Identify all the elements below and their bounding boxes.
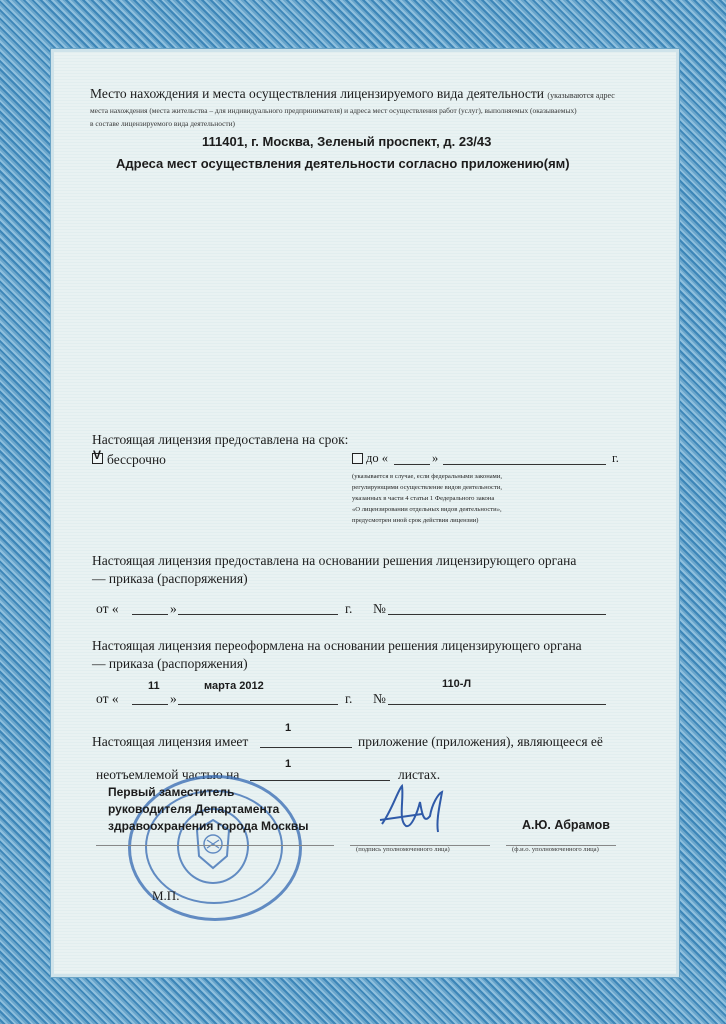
option-unlimited-label: бессрочно: [107, 452, 166, 467]
appendix-line-1-prefix: Настоящая лицензия имеет: [92, 734, 249, 749]
reissue-number-label: №: [373, 691, 386, 706]
term-note-5: предусмотрен иной срок действия лицензии): [352, 517, 479, 524]
reissue-mid: »: [170, 691, 177, 706]
reissue-month-year: марта 2012: [204, 680, 264, 692]
grant-date-line[interactable]: [178, 614, 338, 615]
grant-from-label: от «: [96, 601, 119, 616]
location-heading-note-1: (указываются адрес: [547, 91, 615, 100]
reissue-number-line[interactable]: [388, 704, 606, 705]
signatory-position-1: Первый заместитель: [108, 785, 235, 799]
reissue-day: 11: [148, 680, 160, 692]
until-date-line[interactable]: [443, 464, 606, 465]
location-heading: [90, 86, 615, 102]
grant-day-line[interactable]: [132, 614, 168, 615]
appendix-sheets-line[interactable]: [250, 780, 390, 781]
reissue-line-1: Настоящая лицензия переоформлена на основании решения лицензирующего органа: [92, 638, 582, 653]
signatory-position-3: здравоохранения города Москвы: [108, 819, 309, 833]
reissue-year-suffix: г.: [345, 691, 353, 706]
option-until-label: до «: [366, 451, 388, 465]
main-address: 111401, г. Москва, Зеленый проспект, д. 23/43: [202, 134, 492, 149]
grant-mid: »: [170, 601, 177, 616]
grant-line-2: — приказа (распоряжения): [92, 571, 248, 586]
reissue-from-label: от «: [96, 691, 119, 706]
term-heading: Настоящая лицензия предоставлена на срок:: [92, 432, 349, 447]
appendix-count-line[interactable]: [260, 747, 352, 748]
position-line: [96, 845, 334, 846]
reissue-number: 110-Л: [442, 678, 472, 690]
location-heading-note-2: места нахождения (места жительства – для индивидуального предпринимателя) и адреса мест осуществления работ (услуг), выполняемых (оказываемых): [90, 106, 577, 115]
appendix-count: 1: [285, 722, 292, 734]
option-until-mid: »: [432, 451, 439, 465]
signature-caption: (подпись уполномоченного лица): [356, 846, 450, 853]
term-note-4: «О лицензировании отдельных видов деятельности»,: [352, 506, 502, 513]
signatory-name: А.Ю. Абрамов: [522, 818, 610, 832]
appendix-line-2-prefix: неотъемлемой частью на: [96, 767, 240, 782]
until-day-line[interactable]: [394, 464, 430, 465]
grant-year-suffix: г.: [345, 601, 353, 616]
grant-number-label: №: [373, 601, 386, 616]
grant-line-1: Настоящая лицензия предоставлена на основании решения лицензирующего органа: [92, 553, 577, 568]
term-note-2: регулирующими осуществление видов деятельности,: [352, 484, 503, 491]
grant-number-line[interactable]: [388, 614, 606, 615]
seal-label: М.П.: [152, 888, 180, 903]
appendix-sheets: 1: [285, 758, 292, 770]
signatory-position-2: руководителя Департамента: [108, 802, 280, 816]
appendix-line-2-suffix: листах.: [398, 767, 441, 782]
term-note-1: (указывается в случае, если федеральными законами,: [352, 473, 503, 480]
checkmark-unlimited: V: [93, 448, 102, 462]
addresses-note: Адреса мест осуществления деятельности согласно приложению(ям): [116, 156, 570, 171]
reissue-line-2: — приказа (распоряжения): [92, 656, 248, 671]
location-heading-note-3: в составе лицензируемого вида деятельности): [90, 119, 236, 128]
appendix-line-1-suffix: приложение (приложения), являющееся её: [358, 734, 603, 749]
checkbox-until[interactable]: [352, 453, 363, 464]
location-heading-main: Место нахождения и места осуществления лицензируемого вида деятельности: [90, 86, 545, 101]
term-note-3: указанных в части 4 статьи 1 Федерального закона: [352, 495, 495, 502]
option-until-suffix: г.: [612, 451, 619, 465]
reissue-date-line[interactable]: [178, 704, 338, 705]
name-caption: (ф.и.о. уполномоченного лица): [512, 846, 599, 853]
signature-scribble: [372, 780, 468, 846]
reissue-day-line[interactable]: [132, 704, 168, 705]
